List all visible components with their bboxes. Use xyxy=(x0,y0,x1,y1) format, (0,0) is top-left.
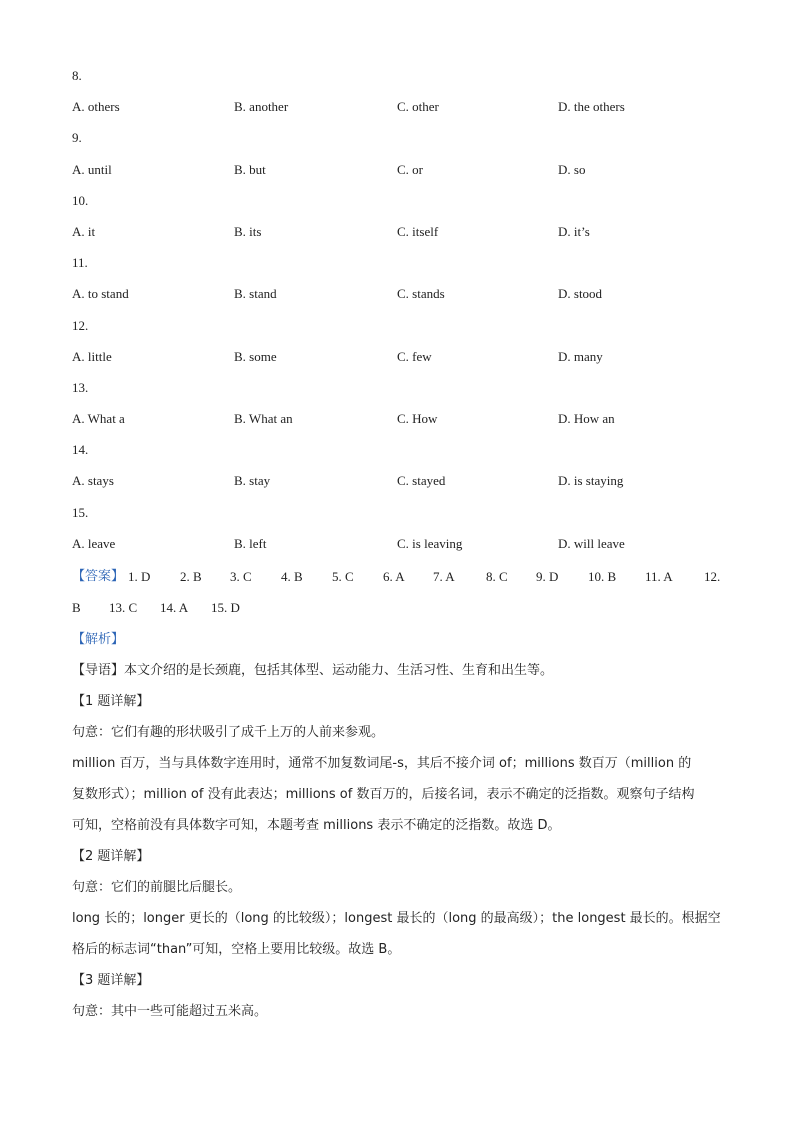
answer-item: 5. C xyxy=(332,569,354,584)
answer-item: 7. A xyxy=(433,569,455,584)
question-list xyxy=(72,62,732,561)
answer-row xyxy=(72,592,732,623)
answer-item: 10. B xyxy=(588,569,617,584)
answer-item: 3. C xyxy=(230,569,252,584)
answer-row xyxy=(72,561,732,592)
option-row xyxy=(72,93,732,124)
option-a: A. until xyxy=(72,161,112,177)
section-line: 句意：它们的前腿比后腿长。 xyxy=(72,879,242,895)
option-c: C. is leaving xyxy=(397,535,463,551)
option-a: A. little xyxy=(72,348,112,364)
option-d: D. so xyxy=(558,161,586,177)
option-row xyxy=(72,530,732,561)
option-c: C. or xyxy=(397,161,423,177)
question-number: 8. xyxy=(72,68,82,83)
option-a: A. stays xyxy=(72,473,114,489)
option-c: C. itself xyxy=(397,223,439,239)
option-a: A. What a xyxy=(72,411,125,427)
answer-key xyxy=(72,561,732,624)
question-number: 9. xyxy=(72,130,82,146)
option-c: C. few xyxy=(397,348,432,364)
option-c: C. How xyxy=(397,411,438,427)
option-d: D. many xyxy=(558,348,603,364)
section-line: million 百万，当与具体数字连用时，通常不加复数词尾-s，其后不接介词 of；millions 数百万（million 的 xyxy=(72,755,692,771)
section-heading: 【2 题详解】 xyxy=(72,848,150,864)
option-a: A. it xyxy=(72,223,96,239)
section-line: 句意：它们有趣的形状吸引了成千上万的人前来参观。 xyxy=(72,724,385,740)
question-number: 14. xyxy=(72,442,89,458)
intro: 【导语】本文介绍的是长颈鹿，包括其体型、运动能力、生活习性、生育和出生等。 xyxy=(72,662,554,678)
answer-item: 6. A xyxy=(383,569,405,584)
option-c: C. other xyxy=(397,99,439,115)
section-heading: 【3 题详解】 xyxy=(72,972,150,988)
option-b: B. What an xyxy=(234,411,293,427)
section-line: 句意：其中一些可能超过五米高。 xyxy=(72,1003,268,1019)
option-c: C. stayed xyxy=(397,473,446,489)
section-line: long 长的；longer 更长的（long 的比较级）；longest 最长的（long 的最高级）；the longest 最长的。根据空 xyxy=(72,910,721,926)
answer-item: 8. C xyxy=(486,569,508,584)
answer-tag: 【答案】 xyxy=(72,569,125,584)
answer-item: 11. A xyxy=(645,569,673,584)
answer-item: 13. C xyxy=(109,600,138,616)
option-row xyxy=(72,405,732,436)
document-page xyxy=(72,62,732,1027)
option-d: D. the others xyxy=(558,99,625,115)
option-b: B. stand xyxy=(234,286,277,302)
option-b: B. some xyxy=(234,348,277,364)
option-b: B. stay xyxy=(234,473,271,489)
question-number: 12. xyxy=(72,317,89,333)
answer-item: 14. A xyxy=(160,600,189,616)
section-line: 复数形式）；million of 没有此表达；millions of 数百万的，后接名词，表示不确定的泛指数。观察句子结构 xyxy=(72,786,695,802)
answer-item: 9. D xyxy=(536,569,559,584)
answer-item: 2. B xyxy=(180,569,202,584)
analysis-tag: 【解析】 xyxy=(72,631,125,647)
option-row xyxy=(72,343,732,374)
question-number: 15. xyxy=(72,504,89,520)
option-b: B. but xyxy=(234,161,266,177)
option-row xyxy=(72,218,732,249)
answer-item: B xyxy=(72,600,81,616)
question-number: 13. xyxy=(72,379,89,395)
option-b: B. left xyxy=(234,535,267,551)
option-row xyxy=(72,467,732,498)
option-d: D. will leave xyxy=(558,535,625,551)
option-b: B. another xyxy=(234,99,289,115)
answer-item: 15. D xyxy=(211,600,240,616)
option-c: C. stands xyxy=(397,286,445,302)
option-d: D. it’s xyxy=(558,223,590,239)
option-a: A. others xyxy=(72,99,120,115)
option-d: D. How an xyxy=(558,411,615,427)
answer-item: 1. D xyxy=(128,569,151,584)
section-heading: 【1 题详解】 xyxy=(72,693,150,709)
option-d: D. stood xyxy=(558,286,603,302)
option-a: A. leave xyxy=(72,535,116,551)
answer-item: 4. B xyxy=(281,569,303,584)
section-line: 可知，空格前没有具体数字可知，本题考查 millions 表示不确定的泛指数。故选 D。 xyxy=(72,817,561,833)
option-row xyxy=(72,156,732,187)
option-a: A. to stand xyxy=(72,286,129,302)
section-line: 格后的标志词“than”可知，空格上要用比较级。故选 B。 xyxy=(72,941,401,957)
analysis xyxy=(72,624,732,1027)
question-number: 11. xyxy=(72,255,88,271)
option-b: B. its xyxy=(234,223,262,239)
question-number: 10. xyxy=(72,192,89,208)
answer-item: 12. xyxy=(704,569,721,584)
option-row xyxy=(72,280,732,311)
option-d: D. is staying xyxy=(558,473,624,489)
